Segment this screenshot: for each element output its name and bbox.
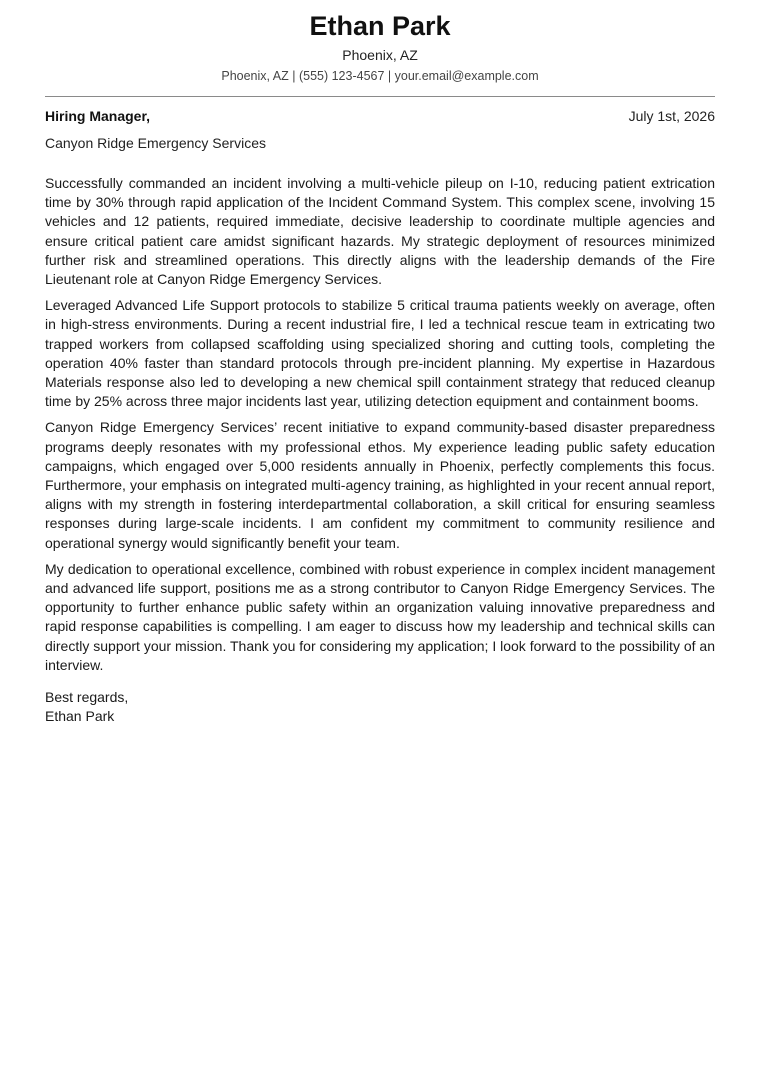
signature-name: Ethan Park: [45, 708, 115, 725]
body-paragraph-4: My dedication to operational excellence, combined with robust experience in complex incident management and advanced life support, positions me as a strong contributor to Canyon Ridge Emergency Services. The opportunity to further enhance public safety within an organization valuing innovative preparedness and rapid response capabilities is compelling. I am eager to discuss how my leadership and technical skills can directly support your mission. Thank you for considering my application; I look forward to the possibility of an interview.: [45, 560, 715, 673]
header-divider: [45, 96, 715, 97]
contact-line: Phoenix, AZ | (555) 123-4567 | your.email@example.com: [221, 69, 539, 83]
body-paragraph-2: Leveraged Advanced Life Support protocols to stabilize 5 critical trauma patients weekly on average, often in high-stress environments. During a recent industrial fire, I led a technical rescue team in extricating two trapped workers from collapsed scaffolding using specialized shoring and cutting tools, completing the operation 40% faster than standard protocols through pre-incident planning. My expertise in Hazardous Materials response also led to developing a new chemical spill containment strategy that reduced cleanup time by 25% across three major incidents last year, utilizing detection equipment and containment booms.: [45, 297, 715, 410]
letter-date: July 1st, 2026: [628, 108, 715, 124]
applicant-name: Ethan Park: [309, 11, 451, 41]
letter-header: [45, 0, 715, 84]
closing-phrase: Best regards,: [45, 689, 129, 706]
applicant-location: Phoenix, AZ: [342, 47, 418, 63]
body-paragraph-1: Successfully commanded an incident involving a multi-vehicle pileup on I-10, reducing patient extrication time by 30% through rapid application of the Incident Command System. This complex scene, involving 15 vehicles and 12 patients, required immediate, decisive leadership to coordinate multiple agencies and ensure critical patient care amidst significant hazards. My strategic deployment of resources minimized further risk and streamlined operations. This directly aligns with the leadership demands of the Fire Lieutenant role at Canyon Ridge Emergency Services.: [45, 175, 715, 288]
body-paragraph-3: Canyon Ridge Emergency Services’ recent initiative to expand community-based disaster preparedness programs deeply resonates with my professional ethos. My experience leading public safety education campaigns, which engaged over 5,000 residents annually in Phoenix, perfectly complements this focus. Furthermore, your emphasis on integrated multi-agency training, as highlighted in your recent annual report, aligns with my strength in fostering interdepartmental collaboration, a skill critical for ensuring seamless responses during large-scale incidents. I am confident my commitment to community resilience and operational synergy would significantly benefit your team.: [45, 419, 715, 551]
recipient-salutation: Hiring Manager,: [45, 108, 151, 124]
recipient-date-row: [45, 107, 715, 125]
letter-body: [45, 174, 715, 675]
letter-closing: [45, 688, 715, 726]
company-name: Canyon Ridge Emergency Services: [45, 135, 266, 151]
